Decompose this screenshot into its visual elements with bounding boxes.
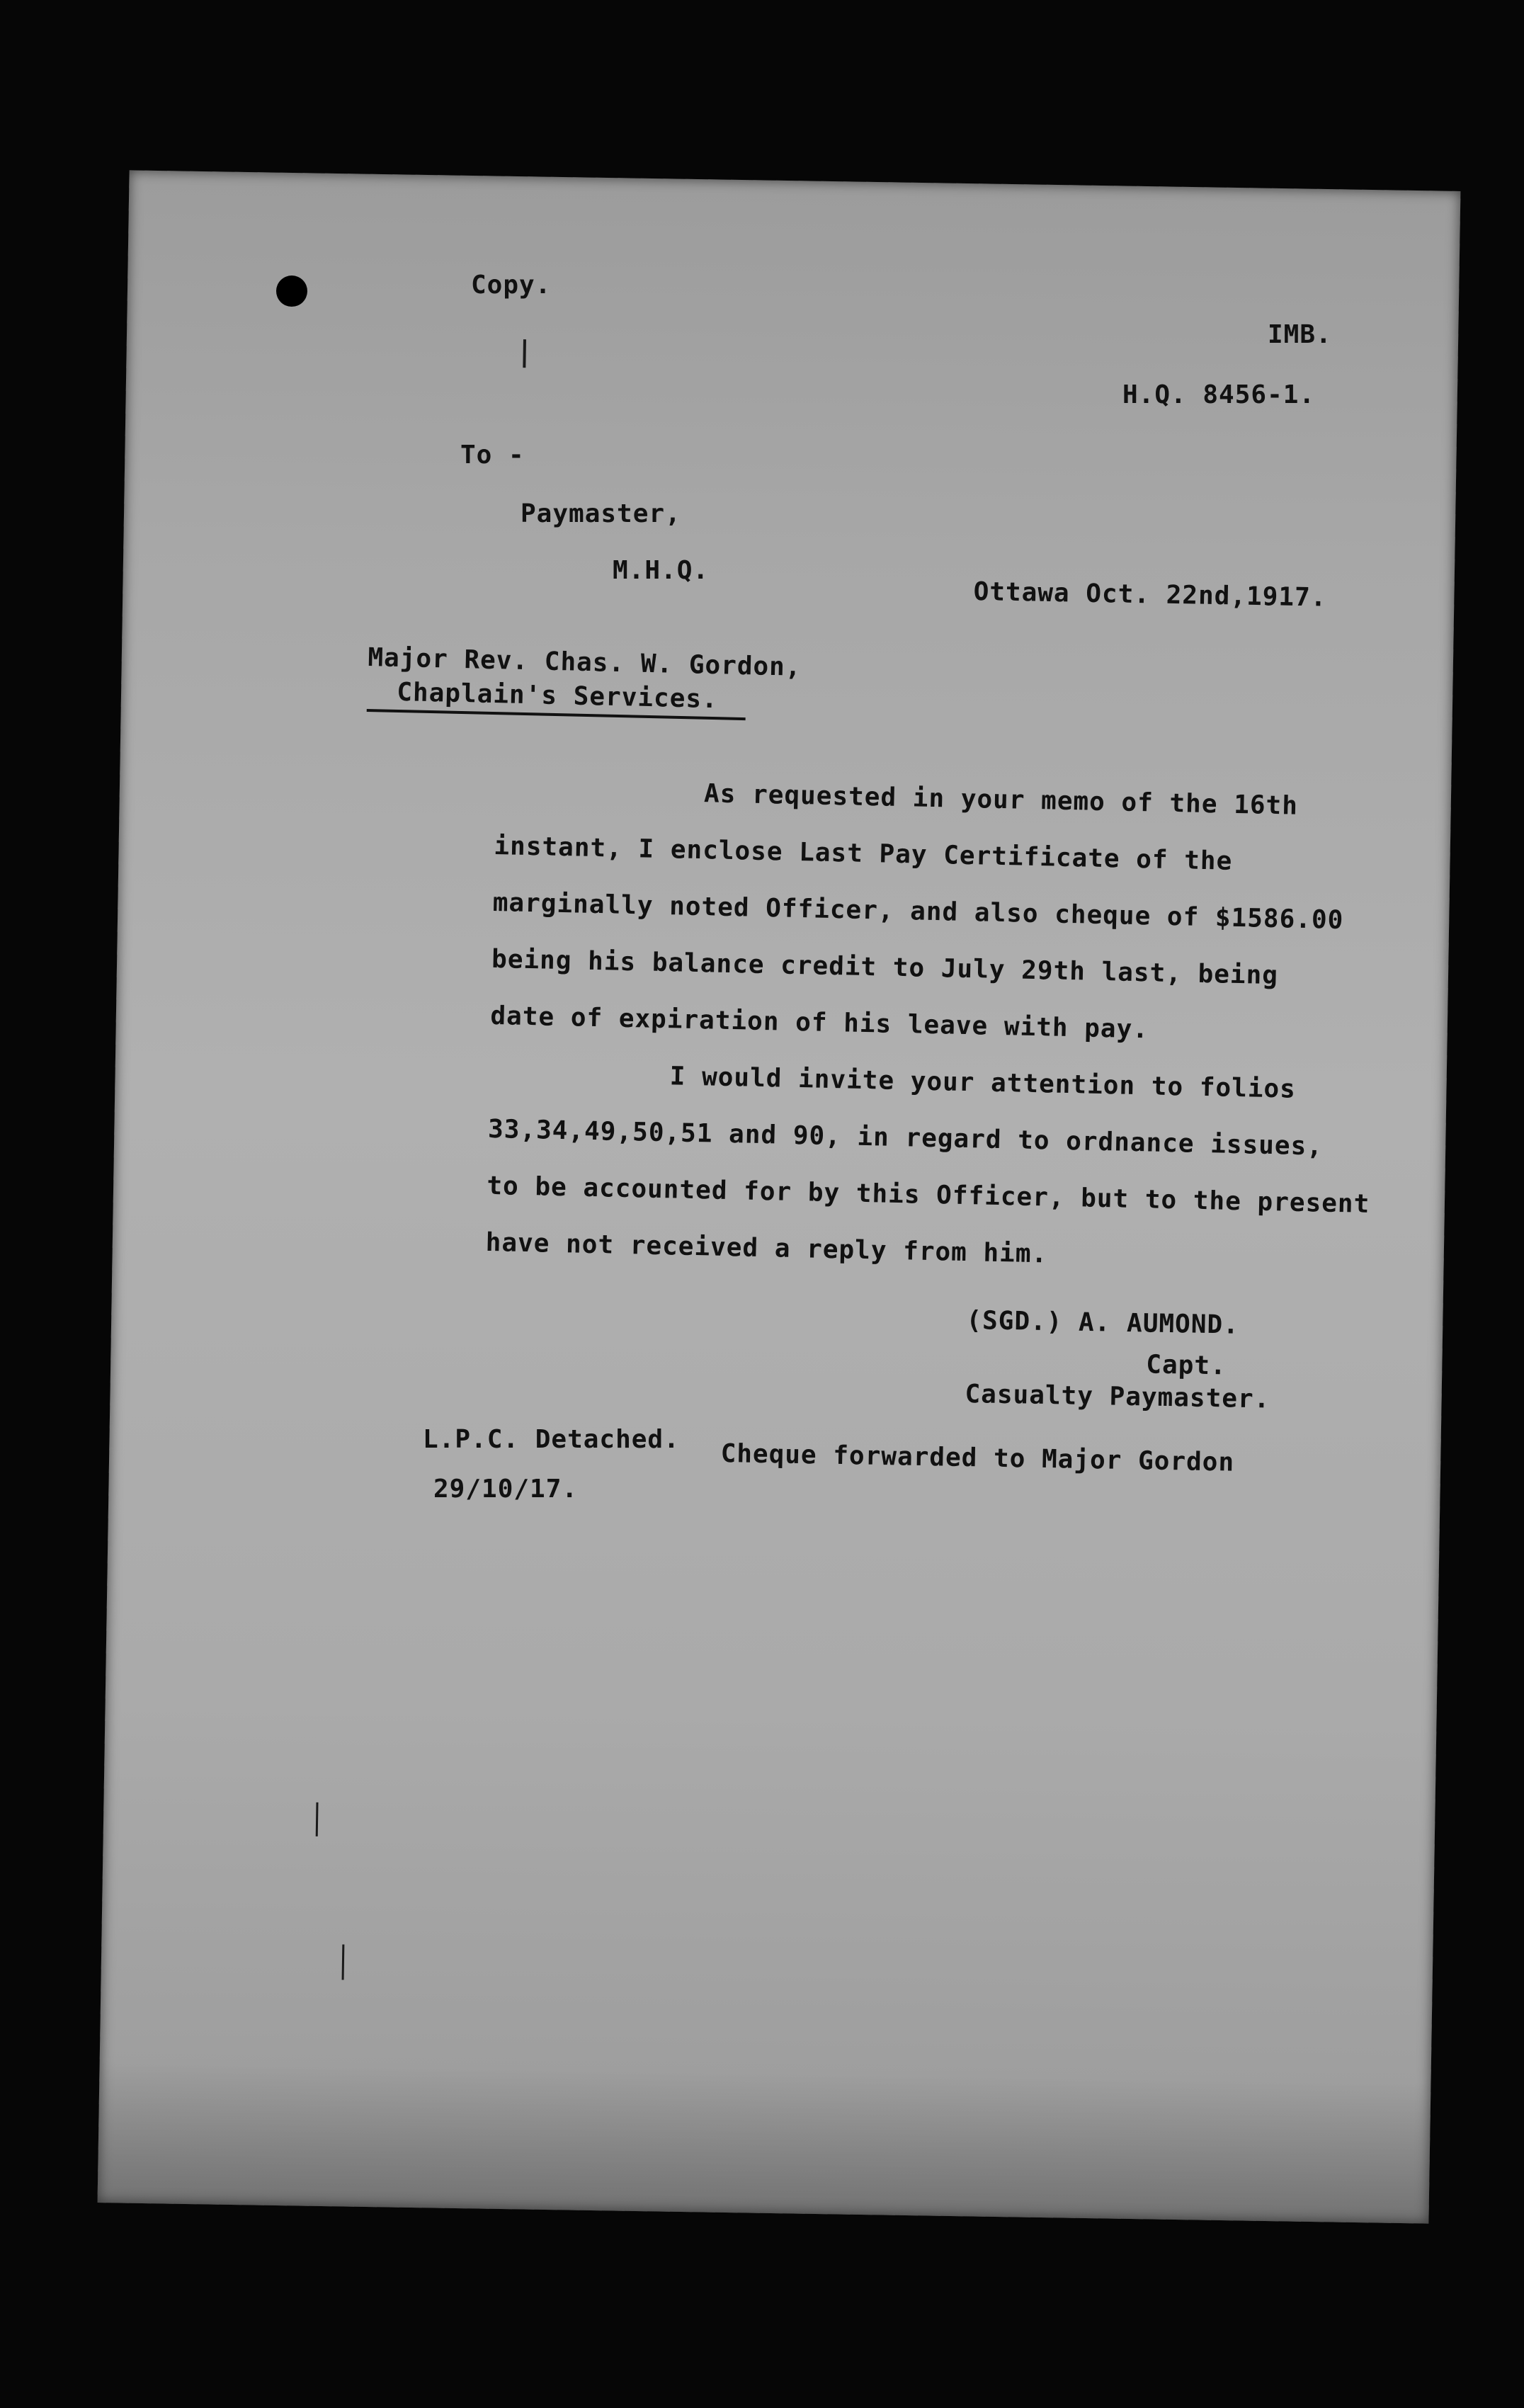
body-line: instant, I enclose Last Pay Certificate of the <box>494 831 1233 876</box>
paper-speck <box>342 1944 345 1980</box>
punch-hole <box>276 276 308 307</box>
body-line: have not received a reply from him. <box>485 1227 1048 1269</box>
recipient: Paymaster, <box>521 499 681 528</box>
subject-line-1: Major Rev. Chas. W. Gordon, <box>368 642 802 682</box>
to-label: To - <box>460 441 525 470</box>
paper-speck <box>316 1802 319 1836</box>
official-title: Casualty Paymaster. <box>965 1379 1270 1414</box>
lpc-note: L.P.C. Detached. <box>423 1425 680 1454</box>
cheque-note: Cheque forwarded to Major Gordon <box>720 1439 1235 1477</box>
subject-line-2: Chaplain's Services. <box>367 675 747 720</box>
body-line: I would invite your attention to folios <box>669 1062 1297 1104</box>
subject-block <box>367 641 802 722</box>
paper-speck <box>523 339 526 368</box>
place-date: Ottawa Oct. 22nd,1917. <box>973 577 1327 613</box>
rank: Capt. <box>1145 1350 1227 1381</box>
signature: (SGD.) A. AUMOND. <box>966 1305 1240 1340</box>
body-line: marginally noted Officer, and also cheque of $1586.00 <box>492 887 1344 936</box>
signature-block <box>965 1296 1272 1416</box>
letter-body <box>485 761 1379 1290</box>
file-number: H.Q. 8456-1. <box>1122 380 1316 409</box>
initials: IMB. <box>1268 320 1332 349</box>
body-line: 33,34,49,50,51 and 90, in regard to ordnance issues, <box>487 1114 1324 1162</box>
recipient-office: M.H.Q. <box>613 556 710 585</box>
body-line: date of expiration of his leave with pay. <box>490 1001 1149 1045</box>
body-line: to be accounted for by this Officer, but to the present <box>487 1171 1370 1219</box>
note-date: 29/10/17. <box>433 1475 579 1504</box>
body-line: being his balance credit to July 29th last, being <box>491 944 1279 991</box>
copy-label: Copy. <box>471 271 552 300</box>
body-line: As requested in your memo of the 16th <box>703 779 1299 821</box>
